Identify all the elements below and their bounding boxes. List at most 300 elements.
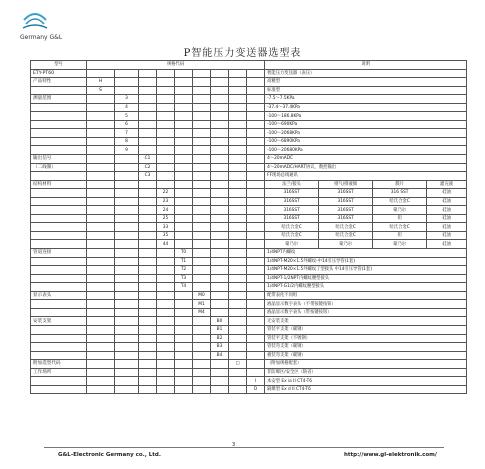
spec-code-cell (211, 155, 229, 164)
table-row (31, 78, 467, 87)
footer-divider (44, 447, 444, 448)
row-category: （二线制） (31, 163, 87, 172)
spec-code-cell (115, 240, 139, 249)
spec-code-cell (139, 266, 157, 275)
table-row (31, 137, 467, 146)
spec-code-cell: T2 (175, 266, 193, 275)
spec-code-cell (229, 291, 247, 300)
spec-code-cell (157, 103, 175, 112)
row-category (31, 308, 87, 317)
table-row (31, 129, 467, 138)
spec-code-cell (157, 291, 175, 300)
spec-code-cell: 9 (115, 146, 139, 155)
spec-code-cell (229, 325, 247, 334)
table-row (31, 283, 467, 292)
spec-code-cell (247, 163, 265, 172)
spec-code-cell (157, 334, 175, 343)
spec-code-cell (115, 155, 139, 164)
table-row (31, 86, 467, 95)
spec-code-cell (139, 334, 157, 343)
spec-code-cell (229, 317, 247, 326)
spec-code-cell (87, 163, 115, 172)
spec-code-cell (139, 351, 157, 360)
spec-code-cell (139, 368, 157, 377)
row-category (31, 334, 87, 343)
spec-code-cell (247, 317, 265, 326)
spec-code-cell (211, 368, 229, 377)
spec-code-cell (229, 231, 247, 240)
spec-code-cell (193, 334, 211, 343)
spec-code-cell (157, 180, 175, 189)
spec-code-cell (115, 274, 139, 283)
spec-code-cell (157, 308, 175, 317)
spec-code-cell (193, 325, 211, 334)
row-category (31, 385, 87, 394)
row-category (31, 214, 87, 223)
spec-code-cell (157, 163, 175, 172)
description-cell: 智能压力变送器（表压） (265, 69, 467, 78)
spec-code-cell (87, 266, 115, 275)
spec-code-cell (211, 78, 229, 87)
spec-code-cell (229, 180, 247, 189)
spec-code-cell (139, 120, 157, 129)
spec-code-cell (139, 283, 157, 292)
description-cell: -100～2068KPa (265, 129, 467, 138)
spec-code-cell (87, 197, 115, 206)
spec-code-cell (175, 223, 193, 232)
spec-code-cell (175, 129, 193, 138)
spec-code-cell (115, 172, 139, 181)
spec-code-cell: I (247, 377, 265, 386)
spec-code-cell: 33 (157, 223, 175, 232)
description-cell: 1/4NPT-1/2NPT内螺纹腰型接头 (265, 274, 467, 283)
spec-code-cell (87, 69, 115, 78)
spec-code-cell (175, 69, 193, 78)
table-row (31, 95, 467, 104)
spec-code-cell (247, 189, 265, 198)
description-cell: 316SST (265, 214, 319, 223)
description-cell: 高精型 (265, 78, 467, 87)
table-row (31, 317, 467, 326)
spec-code-cell (139, 274, 157, 283)
spec-code-cell (229, 249, 247, 258)
spec-code-cell (157, 257, 175, 266)
description-cell: 316SST (319, 197, 373, 206)
spec-code-cell (175, 334, 193, 343)
spec-code-cell (87, 172, 115, 181)
spec-code-cell (157, 266, 175, 275)
spec-code-cell (175, 214, 193, 223)
spec-code-cell (211, 172, 229, 181)
description-cell: 硅油 (427, 223, 467, 232)
spec-code-cell (193, 189, 211, 198)
description-cell: 316SST (265, 206, 319, 215)
spec-code-cell (139, 300, 157, 309)
spec-code-cell (193, 146, 211, 155)
description-cell: 哈氏合金C (373, 223, 427, 232)
description-cell: 316SST (319, 214, 373, 223)
spec-code-cell (139, 206, 157, 215)
spec-code-cell (247, 266, 265, 275)
spec-code-cell (115, 180, 139, 189)
spec-code-cell (157, 343, 175, 352)
spec-code-cell (193, 197, 211, 206)
row-category (31, 103, 87, 112)
spec-code-cell (157, 78, 175, 87)
row-category (31, 137, 87, 146)
spec-code-cell: M4 (193, 308, 211, 317)
description-cell: -7.5～7.5KPa (265, 95, 467, 104)
spec-code-cell: □ (229, 360, 247, 369)
spec-code-cell: T0 (175, 249, 193, 258)
spec-code-cell (247, 249, 265, 258)
spec-code-cell (139, 189, 157, 198)
table-row (31, 172, 467, 181)
description-cell: 硅油 (427, 206, 467, 215)
spec-code-cell (87, 223, 115, 232)
table-row (31, 189, 467, 198)
spec-code-cell (211, 197, 229, 206)
spec-code-cell (193, 129, 211, 138)
description-cell: 膜片 (373, 180, 427, 189)
spec-code-cell (229, 69, 247, 78)
spec-code-cell (229, 274, 247, 283)
table-row (31, 103, 467, 112)
description-cell: 液晶显示数字表头（带按键按钮） (265, 308, 467, 317)
table-row (31, 214, 467, 223)
row-category (31, 343, 87, 352)
table-row (31, 334, 467, 343)
spec-code-cell (175, 155, 193, 164)
spec-code-cell (247, 223, 265, 232)
description-cell: （附加规格配套） (265, 360, 467, 369)
spec-code-cell (87, 334, 115, 343)
spec-code-cell (247, 155, 265, 164)
description-cell: 蒙乃尔 (373, 206, 427, 215)
spec-code-cell (115, 283, 139, 292)
spec-code-cell (175, 112, 193, 121)
spec-code-cell (229, 257, 247, 266)
header-spec-code: 规格代码 (87, 61, 265, 70)
row-category (31, 129, 87, 138)
spec-code-cell (139, 95, 157, 104)
spec-code-cell (157, 368, 175, 377)
description-cell: 蒙乃尔 (319, 240, 373, 249)
row-category (31, 120, 87, 129)
spec-code-cell (139, 180, 157, 189)
description-cell: 316 SST (373, 189, 427, 198)
spec-code-cell (139, 86, 157, 95)
spec-code-cell (229, 377, 247, 386)
description-cell: 4～20mADC/HART协议，数控输出 (265, 163, 467, 172)
description-cell: 无安装支架 (265, 317, 467, 326)
row-category (31, 86, 87, 95)
spec-code-cell (87, 283, 115, 292)
description-cell: 4～20mADC (265, 155, 467, 164)
table-row (31, 206, 467, 215)
spec-code-cell: 23 (157, 197, 175, 206)
spec-code-cell (247, 240, 265, 249)
description-cell: 硅油 (427, 189, 467, 198)
spec-code-cell (193, 283, 211, 292)
table-row (31, 231, 467, 240)
header-desc: 说明 (265, 61, 467, 70)
description-cell: 法兰/接头 (265, 180, 319, 189)
spec-code-cell (211, 103, 229, 112)
row-category (31, 172, 87, 181)
description-cell: 哈氏合金C (319, 231, 373, 240)
spec-code-cell (87, 377, 115, 386)
spec-code-cell: T4 (175, 283, 193, 292)
spec-code-cell (211, 180, 229, 189)
description-cell: 蒙乃尔 (373, 240, 427, 249)
row-category (31, 266, 87, 275)
row-category: 附加选型代码 (31, 360, 87, 369)
description-cell: 316SST (265, 197, 319, 206)
spec-code-cell (175, 377, 193, 386)
row-category: 显示表头 (31, 291, 87, 300)
company-name: Germany G&L (20, 34, 63, 41)
spec-code-cell (193, 163, 211, 172)
spec-code-cell (211, 283, 229, 292)
spec-code-cell (175, 368, 193, 377)
spec-code-cell (247, 274, 265, 283)
spec-code-cell (229, 86, 247, 95)
spec-code-cell (193, 180, 211, 189)
spec-code-cell (193, 266, 211, 275)
spec-code-cell (175, 231, 193, 240)
spec-code-cell (211, 300, 229, 309)
table-row (31, 351, 467, 360)
spec-code-cell (193, 206, 211, 215)
spec-code-cell (87, 291, 115, 300)
spec-code-cell (175, 300, 193, 309)
spec-code-cell (87, 146, 115, 155)
spec-code-cell (193, 69, 211, 78)
spec-code-cell (229, 197, 247, 206)
table-row (31, 385, 467, 394)
spec-code-cell (139, 223, 157, 232)
spec-code-cell (115, 257, 139, 266)
spec-code-cell (157, 360, 175, 369)
spec-code-cell (115, 197, 139, 206)
description-cell: 1/4NPT内螺纹 (265, 249, 467, 258)
spec-code-cell (139, 112, 157, 121)
table-row (31, 197, 467, 206)
spec-code-cell (193, 137, 211, 146)
spec-code-cell (229, 163, 247, 172)
table-row (31, 249, 467, 258)
spec-code-cell (139, 137, 157, 146)
spec-code-cell: B3 (211, 343, 229, 352)
row-category (31, 257, 87, 266)
spec-code-cell (229, 308, 247, 317)
spec-code-cell (211, 308, 229, 317)
spec-code-cell (157, 155, 175, 164)
spec-code-cell (211, 214, 229, 223)
spec-code-cell: M1 (193, 300, 211, 309)
spec-code-cell (175, 146, 193, 155)
spec-code-cell (115, 266, 139, 275)
table-row (31, 368, 467, 377)
spec-code-cell (247, 180, 265, 189)
description-cell: 隔爆型 Ex d II CT4-T6 (265, 385, 467, 394)
row-category (31, 283, 87, 292)
description-cell: -100～690KPa (265, 120, 467, 129)
spec-code-cell (115, 300, 139, 309)
table-row (31, 343, 467, 352)
table-row (31, 223, 467, 232)
description-cell: 1/4NPT-M20×1.5外螺纹-中14引压导管(1套) (265, 257, 467, 266)
selection-table (30, 60, 467, 394)
spec-code-cell (247, 308, 265, 317)
spec-code-cell (211, 112, 229, 121)
spec-code-cell (175, 180, 193, 189)
spec-code-cell (175, 351, 193, 360)
spec-code-cell (157, 129, 175, 138)
spec-code-cell (139, 317, 157, 326)
row-category (31, 231, 87, 240)
description-cell: 钽 (373, 231, 427, 240)
table-row (31, 291, 467, 300)
spec-code-cell (139, 249, 157, 258)
description-cell: 配带表化不同组 (265, 291, 467, 300)
spec-code-cell (87, 308, 115, 317)
spec-code-cell (87, 214, 115, 223)
spec-code-cell (139, 197, 157, 206)
spec-code-cell (87, 368, 115, 377)
row-category: 管道连接 (31, 249, 87, 258)
spec-code-cell (139, 257, 157, 266)
spec-code-cell: 35 (157, 231, 175, 240)
spec-code-cell (211, 163, 229, 172)
spec-code-cell (115, 360, 139, 369)
spec-code-cell (247, 120, 265, 129)
spec-code-cell (247, 360, 265, 369)
spec-code-cell (115, 291, 139, 300)
spec-code-cell (157, 112, 175, 121)
description-cell: 液晶显示数字表头（不带按键按钮） (265, 300, 467, 309)
spec-code-cell (229, 120, 247, 129)
spec-code-cell (175, 103, 193, 112)
spec-code-cell (139, 214, 157, 223)
spec-code-cell (115, 78, 139, 87)
description-cell: 灌充液 (427, 180, 467, 189)
spec-code-cell (87, 206, 115, 215)
spec-code-cell (175, 78, 193, 87)
spec-code-cell (175, 360, 193, 369)
spec-code-cell (211, 137, 229, 146)
description-cell: 钽 (373, 214, 427, 223)
table-row (31, 325, 467, 334)
spec-code-cell (193, 112, 211, 121)
spec-code-cell (87, 129, 115, 138)
spec-code-cell: 7 (115, 129, 139, 138)
spec-code-cell (87, 155, 115, 164)
spec-code-cell (193, 249, 211, 258)
spec-code-cell (229, 103, 247, 112)
spec-code-cell (211, 257, 229, 266)
spec-code-cell (193, 95, 211, 104)
description-cell: 1/4NPT-M20×1.5外螺纹丁型接头 中14引压导管(1套) (265, 266, 467, 275)
spec-code-cell (87, 189, 115, 198)
spec-code-cell (175, 206, 193, 215)
spec-code-cell (175, 291, 193, 300)
spec-code-cell (139, 377, 157, 386)
spec-code-cell: 4 (115, 103, 139, 112)
spec-code-cell: 8 (115, 137, 139, 146)
spec-code-cell (193, 257, 211, 266)
spec-code-cell (175, 163, 193, 172)
table-row (31, 146, 467, 155)
spec-code-cell (139, 103, 157, 112)
table-row (31, 308, 467, 317)
spec-code-cell (247, 69, 265, 78)
footer-url: http://www.gl-elektronik.com/ (344, 452, 437, 458)
spec-code-cell (115, 189, 139, 198)
spec-code-cell: 24 (157, 206, 175, 215)
row-category: 结构材料 (31, 180, 87, 189)
spec-code-cell (211, 274, 229, 283)
spec-code-cell (193, 351, 211, 360)
spec-code-cell (175, 137, 193, 146)
description-cell: 316SST (265, 189, 319, 198)
spec-code-cell (229, 266, 247, 275)
spec-code-cell (115, 206, 139, 215)
description-cell: -37.4～37.4KPa (265, 103, 467, 112)
description-cell: 板装弯支架（碳钢） (265, 351, 467, 360)
spec-code-cell (115, 351, 139, 360)
spec-code-cell (175, 197, 193, 206)
spec-code-cell (247, 231, 265, 240)
spec-code-cell (229, 334, 247, 343)
spec-code-cell (229, 300, 247, 309)
description-cell: 硅油 (427, 240, 467, 249)
description-cell: 本安型 Ex ia II CT4-T6 (265, 377, 467, 386)
row-category (31, 325, 87, 334)
spec-code-cell: C2 (139, 163, 157, 172)
row-category: 产品特性 (31, 78, 87, 87)
spec-code-cell (157, 274, 175, 283)
description-cell: 标准型 (265, 86, 467, 95)
spec-code-cell (229, 137, 247, 146)
spec-code-cell (247, 146, 265, 155)
spec-code-cell (139, 240, 157, 249)
spec-code-cell (193, 240, 211, 249)
spec-code-cell (193, 274, 211, 283)
description-cell: FF现场总线通讯 (265, 172, 467, 181)
spec-code-cell (139, 231, 157, 240)
spec-code-cell (157, 69, 175, 78)
spec-code-cell (247, 112, 265, 121)
table-row (31, 180, 467, 189)
spec-code-cell (211, 291, 229, 300)
spec-code-cell (87, 95, 115, 104)
row-category (31, 351, 87, 360)
description-cell: 哈氏合金C (319, 223, 373, 232)
spec-code-cell (87, 240, 115, 249)
spec-code-cell (87, 137, 115, 146)
spec-code-cell (247, 103, 265, 112)
row-category: ETY-PT60 (31, 69, 87, 78)
spec-code-cell (211, 240, 229, 249)
spec-code-cell (229, 129, 247, 138)
spec-code-cell (157, 172, 175, 181)
table-row (31, 360, 467, 369)
spec-code-cell (193, 214, 211, 223)
row-category: 安装支架 (31, 317, 87, 326)
table-row (31, 266, 467, 275)
